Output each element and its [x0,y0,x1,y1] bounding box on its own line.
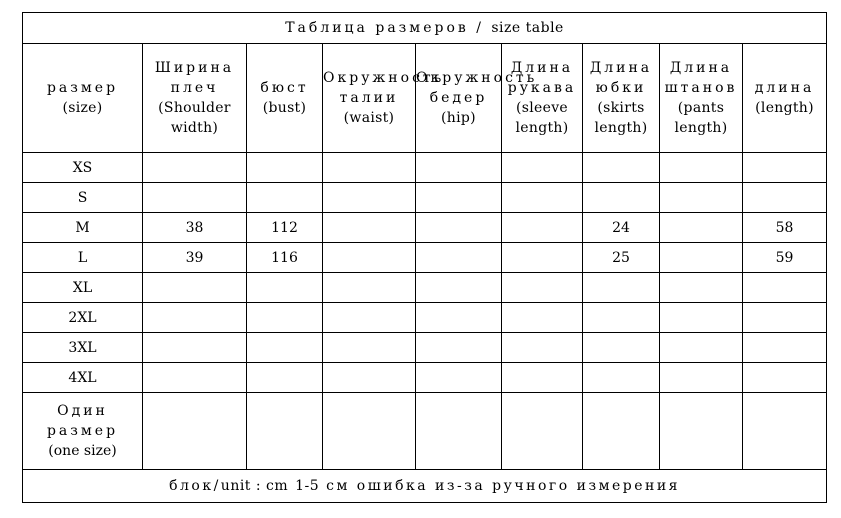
title-en: size table [491,20,564,36]
header-ru: Ширина плеч [154,60,235,96]
footer-ru-prefix: блок/ [169,478,221,494]
hip-cell [416,243,502,273]
footer-ru-suffix: см ошибка из-за ручного измерения [326,478,680,494]
bust-cell [247,153,323,183]
shoulder-cell: 39 [143,243,247,273]
header-row [23,44,827,153]
title-separator: / [476,20,484,36]
size-cell: 4XL [23,363,143,393]
pants-cell [660,213,743,243]
header-length [743,44,827,153]
table-row [23,273,827,303]
size-cell: XS [23,153,143,183]
header-waist [323,44,445,153]
pants-cell [660,273,743,303]
header-ru: размер [46,80,119,96]
sleeve-cell [502,213,583,243]
bust-cell [247,363,323,393]
bust-cell [247,303,323,333]
hip-cell [416,213,502,243]
table-row [23,183,827,213]
header-shoulder [143,44,247,153]
table-row [23,303,827,333]
size-cell: XL [23,273,143,303]
size-cell: M [23,213,143,243]
table-title [23,13,827,44]
waist-cell [323,183,416,213]
shoulder-cell [143,303,247,333]
table-row [23,153,827,183]
header-en: (hip) [441,110,476,126]
waist-cell [323,273,416,303]
one-size-en: (one size) [48,443,117,459]
header-ru: Окружность бедер [416,70,538,106]
hip-cell [416,273,502,303]
waist-cell [323,363,416,393]
header-en: (length) [755,100,814,116]
header-ru: Длина штанов [664,60,738,96]
length-cell [743,303,827,333]
one-size-ru: Один размер [46,403,119,439]
sleeve-cell [502,243,583,273]
header-en: (size) [62,100,103,116]
waist-cell [323,153,416,183]
footer-row [23,470,827,503]
bust-cell [247,273,323,303]
empty-cell [143,393,247,470]
hip-cell [416,333,502,363]
empty-cell [502,393,583,470]
pants-cell [660,363,743,393]
skirt-cell: 24 [583,213,660,243]
skirt-cell [583,183,660,213]
length-cell [743,273,827,303]
shoulder-cell [143,153,247,183]
hip-cell [416,303,502,333]
shoulder-cell [143,273,247,303]
hip-cell [416,363,502,393]
table-row [23,213,827,243]
sleeve-cell [502,333,583,363]
sleeve-cell [502,303,583,333]
empty-cell [323,393,416,470]
header-ru: Длина юбки [589,60,653,96]
bust-cell: 112 [247,213,323,243]
header-ru: Окружность талии [323,70,445,106]
header-ru: бюст [260,80,309,96]
header-size [23,44,143,153]
pants-cell [660,183,743,213]
header-hip [416,44,538,153]
empty-cell [416,393,502,470]
shoulder-cell [143,183,247,213]
header-en: (waist) [343,110,395,126]
hip-cell [416,153,502,183]
waist-cell [323,303,416,333]
length-cell [743,153,827,183]
length-cell: 59 [743,243,827,273]
length-cell [743,183,827,213]
header-ru: Длина рукава [507,60,577,96]
hip-cell [416,183,502,213]
bust-cell [247,183,323,213]
header-bust [247,44,323,153]
pants-cell [660,243,743,273]
empty-cell [247,393,323,470]
size-cell: 3XL [23,333,143,363]
header-en: (bust) [262,100,307,116]
skirt-cell [583,333,660,363]
pants-cell [660,153,743,183]
skirt-cell [583,153,660,183]
one-size-row [23,393,827,470]
skirt-cell: 25 [583,243,660,273]
size-table [22,12,827,503]
header-pants [660,44,743,153]
sleeve-cell [502,183,583,213]
sleeve-cell [502,153,583,183]
empty-cell [583,393,660,470]
skirt-cell [583,273,660,303]
size-cell: 2XL [23,303,143,333]
waist-cell [323,243,416,273]
shoulder-cell [143,333,247,363]
length-cell: 58 [743,213,827,243]
shoulder-cell: 38 [143,213,247,243]
length-cell [743,333,827,363]
one-size-label [23,393,143,470]
empty-cell [660,393,743,470]
header-en: (pants length) [674,100,728,136]
header-en: (sleeve length) [515,100,569,136]
header-skirt [583,44,660,153]
sleeve-cell [502,273,583,303]
measurement-note [23,470,827,503]
sleeve-cell [502,363,583,393]
footer-unit: unit : cm [220,478,289,494]
shoulder-cell [143,363,247,393]
title-ru: Таблица размеров [285,20,469,36]
header-ru: длина [754,80,815,96]
skirt-cell [583,363,660,393]
bust-cell: 116 [247,243,323,273]
size-cell: S [23,183,143,213]
size-cell: L [23,243,143,273]
header-sleeve [502,44,583,153]
title-row [23,13,827,44]
footer-range: 1-5 [295,478,320,494]
pants-cell [660,303,743,333]
waist-cell [323,333,416,363]
table-row [23,333,827,363]
header-en: (skirts length) [594,100,648,136]
table-row [23,243,827,273]
pants-cell [660,333,743,363]
skirt-cell [583,303,660,333]
length-cell [743,363,827,393]
bust-cell [247,333,323,363]
empty-cell [743,393,827,470]
table-row [23,363,827,393]
waist-cell [323,213,416,243]
header-en: (Shoulder width) [158,100,231,136]
